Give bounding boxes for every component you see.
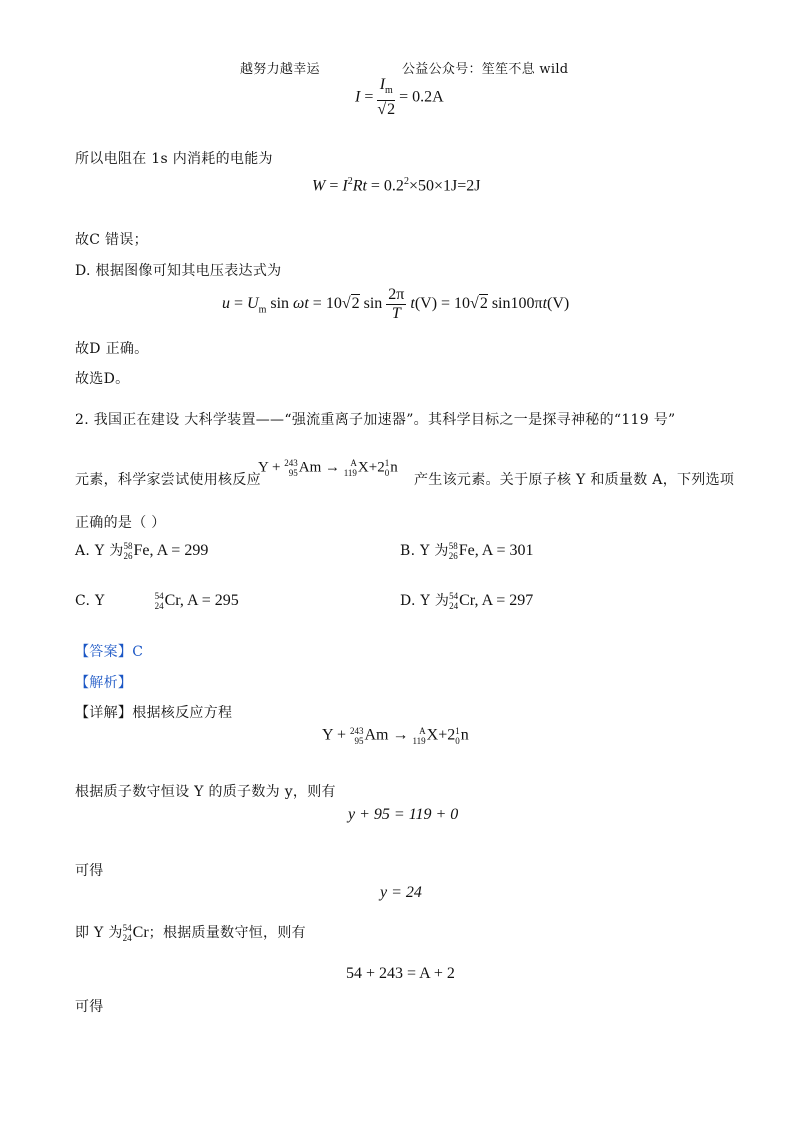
- equation-mass: 54 + 243 = A + 2: [346, 965, 455, 982]
- header-left: 越努力越幸运: [240, 62, 320, 77]
- option-d[interactable]: D. Y 为 54 24 Cr, A = 297: [400, 591, 534, 612]
- analysis-label: 【解析】: [75, 675, 133, 691]
- text-d-intro: D. 根据图像可知其电压表达式为: [75, 263, 282, 279]
- header-right: 公益公众号：笙笙不息 wild: [402, 62, 569, 77]
- equation-y: y = 24: [380, 884, 422, 901]
- text-ke-1: 可得: [75, 863, 104, 879]
- equation-proton: y + 95 = 119 + 0: [348, 806, 459, 823]
- option-c[interactable]: C. Y 54 24 Cr, A = 295: [75, 591, 239, 612]
- question-2-line-1: 2. 我国正在建设 大科学装置——“强流重离子加速器”。其科学目标之一是探寻神秘的“119 号”: [75, 412, 676, 428]
- answer-label: 【答案】C: [75, 644, 144, 660]
- text-line-1: 所以电阻在 1s 内消耗的电能为: [75, 151, 273, 167]
- text-ke-2: 可得: [75, 999, 104, 1015]
- option-b[interactable]: B. Y 为 58 26 Fe, A = 301: [400, 541, 534, 562]
- question-2-line-3: 正确的是（ ）: [75, 515, 166, 531]
- text-y-is-cr: 即 Y 为 54 24 Cr；根据质量数守恒，则有: [75, 923, 306, 944]
- text-d-correct: 故D 正确。: [75, 341, 149, 357]
- equation-energy: $W = I^2Rt = 0.2^2\times 50\times 1J=2J$: [312, 176, 481, 195]
- detail-label: 【详解】根据核反应方程: [75, 705, 233, 721]
- equation-current: I = $\frac{I_m}{√2}$ = 0.2A: [355, 76, 444, 119]
- text-c-wrong: 故C 错误；: [75, 232, 148, 248]
- text-select-d: 故选D。: [75, 371, 130, 387]
- question-2-line-2b: 产生该元素。关于原子核 Y 和质量数 A，下列选项: [414, 472, 735, 488]
- question-2-line-2a: 元素，科学家尝试使用核反应: [75, 472, 261, 488]
- text-proton: 根据质子数守恒设 Y 的质子数为 y，则有: [75, 784, 336, 800]
- option-a[interactable]: A. Y 为 58 26 Fe, A = 299: [75, 541, 209, 562]
- equation-voltage: $u = U_m$ sin ωt = 10√2 sin $\frac{2\pi}{T}$ t(V) = 10√2 sin100πt(V): [222, 286, 570, 322]
- nuclear-reaction: Y + 243 95 Am → A 119 X+2 1 0 n: [258, 458, 398, 478]
- equation-reaction: Y + 243 95 Am → A 119 X+2 1 0 n: [322, 726, 469, 746]
